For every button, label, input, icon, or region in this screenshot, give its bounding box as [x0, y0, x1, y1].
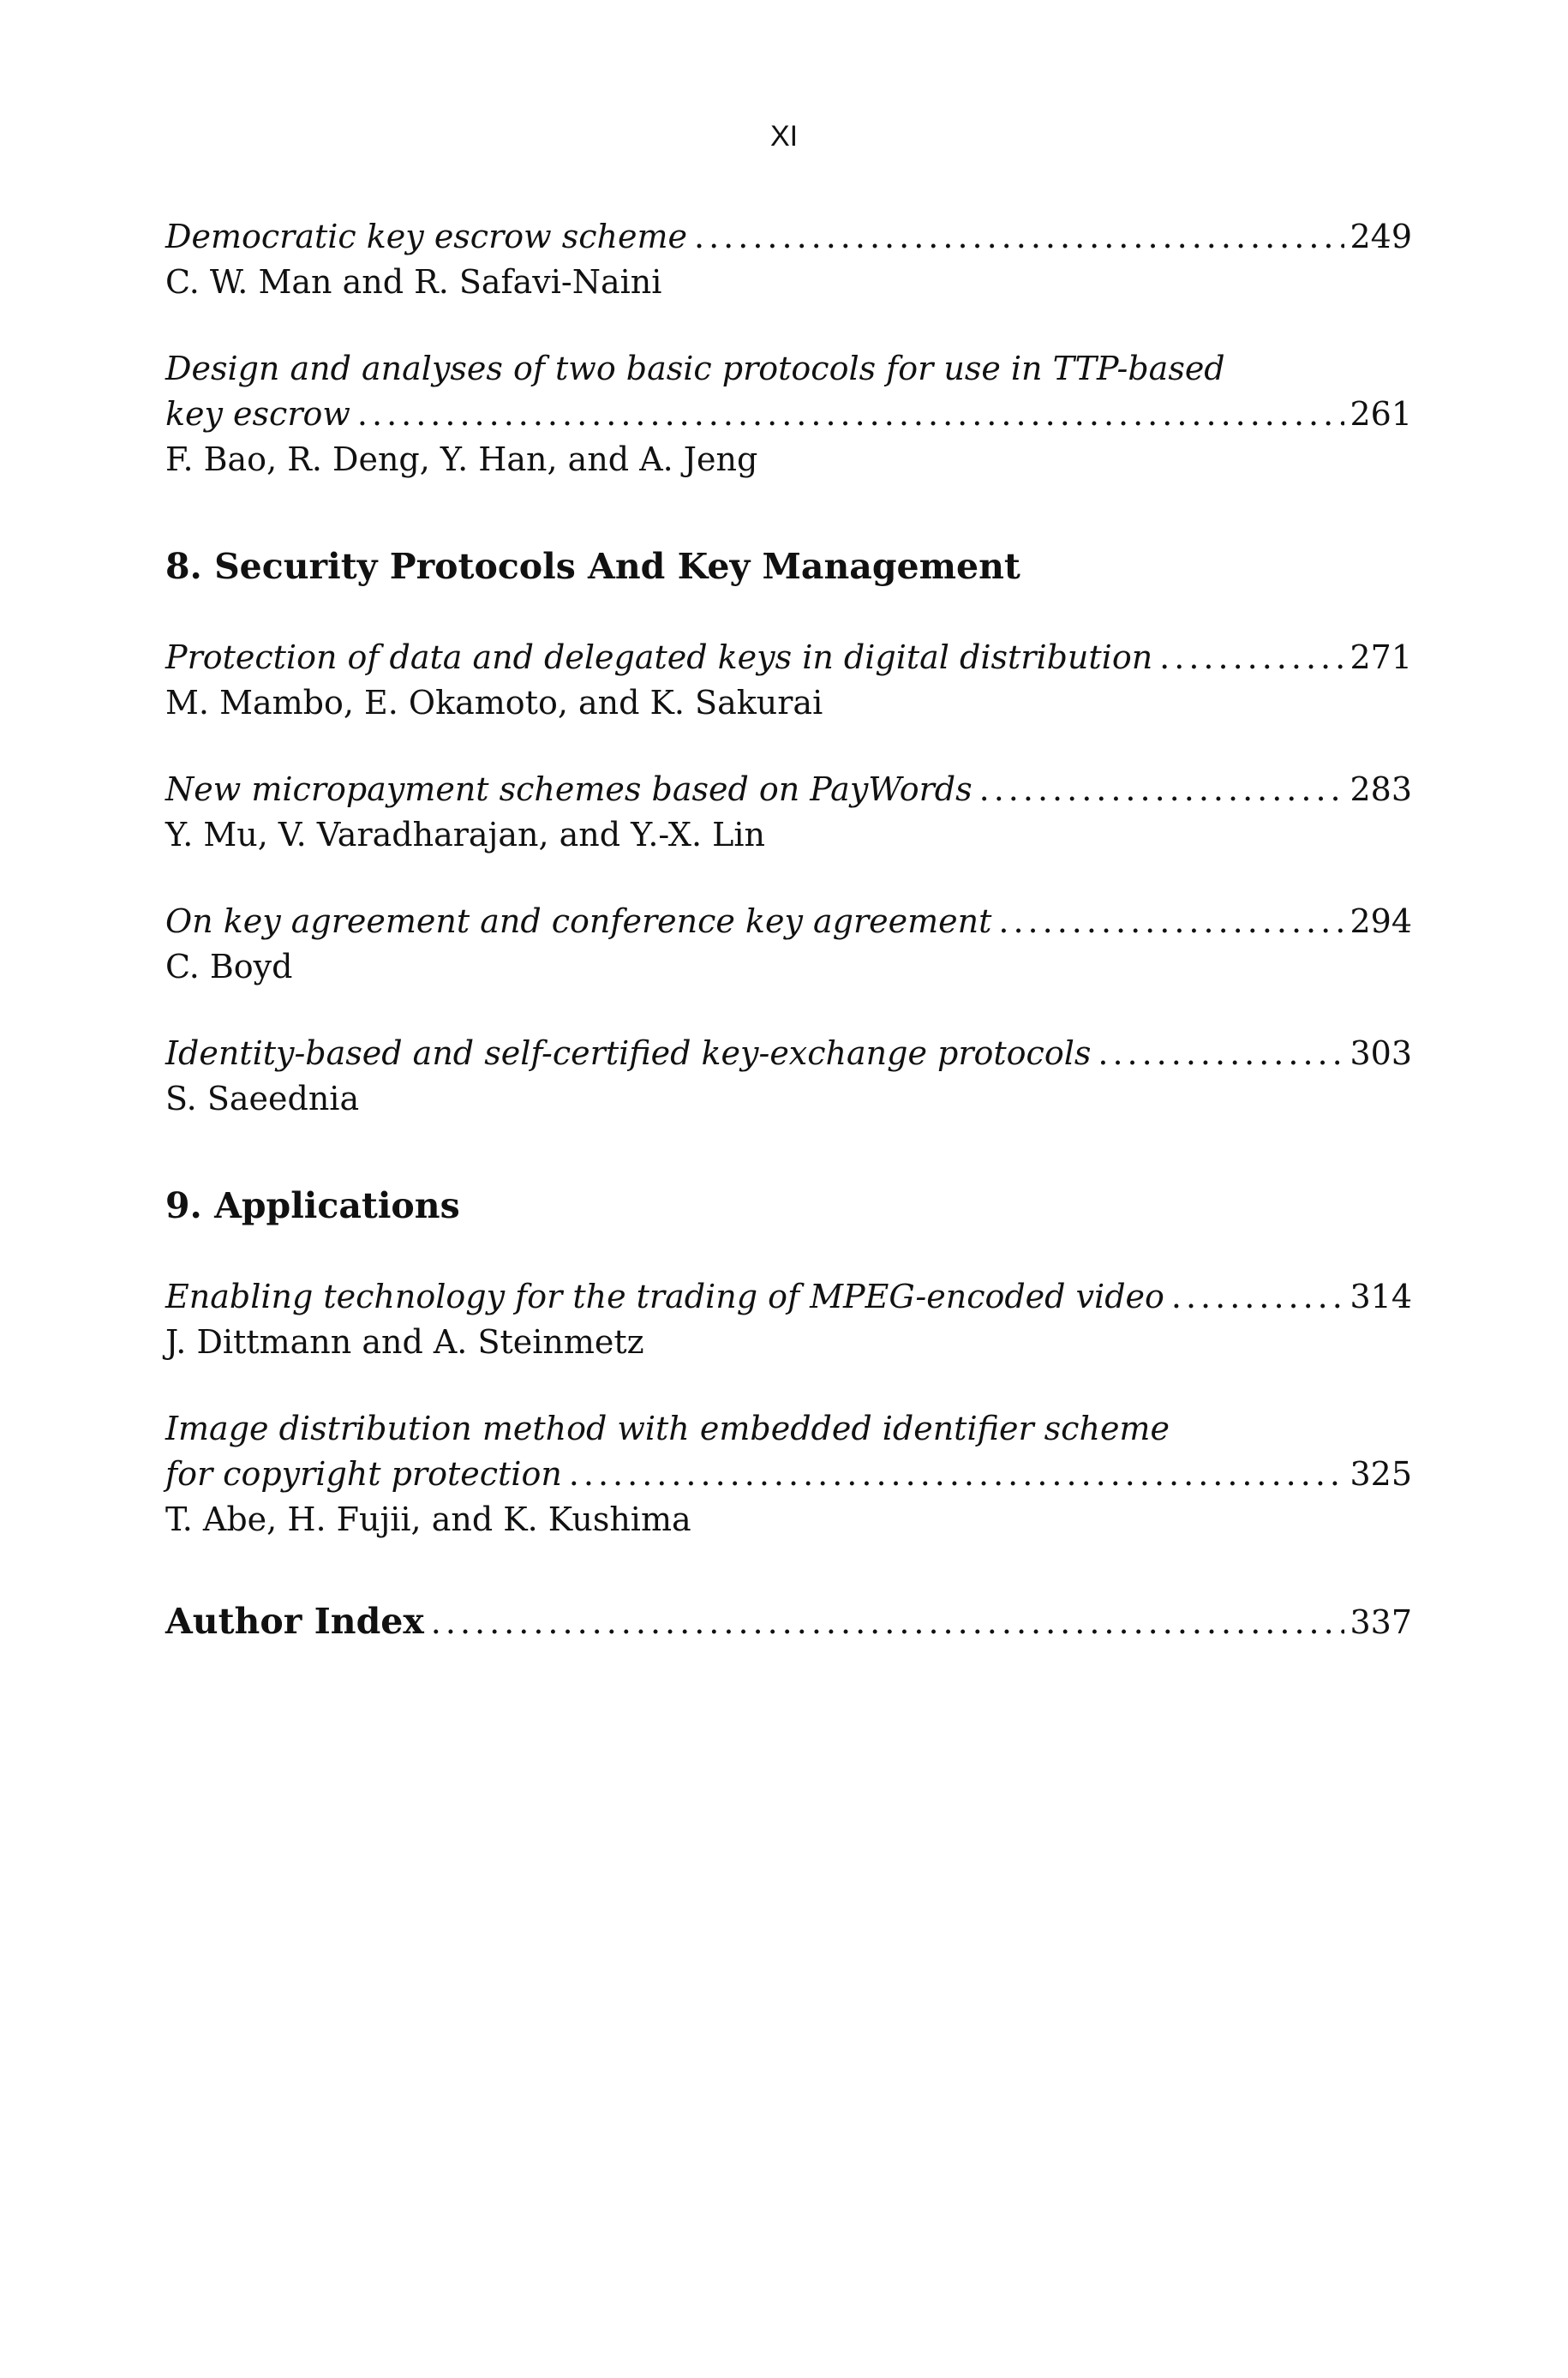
toc-entry — [165, 1406, 1412, 1542]
toc-entry — [165, 1031, 1412, 1122]
entry-title-continued: for copyright protection — [165, 1455, 562, 1493]
toc-entry — [165, 1274, 1412, 1365]
toc-entry — [165, 214, 1412, 305]
entry-page-number: 294 — [1350, 902, 1412, 940]
entry-page-number: 271 — [1350, 638, 1412, 676]
author-index-page-number: 337 — [1350, 1603, 1412, 1641]
entry-title-continued: key escrow — [165, 395, 350, 433]
dot-leader — [1091, 1031, 1344, 1076]
entry-title: New micropayment schemes based on PayWords — [165, 770, 973, 808]
toc-entry — [165, 346, 1412, 482]
entry-title-line — [165, 392, 1412, 437]
table-of-contents — [165, 214, 1412, 1646]
entry-page-number: 261 — [1350, 395, 1412, 433]
entry-authors: Y. Mu, V. Varadharajan, and Y.-X. Lin — [165, 816, 765, 854]
entry-title: Enabling technology for the trading of MPEG-encoded video — [165, 1278, 1164, 1315]
entry-title-line — [165, 214, 1412, 260]
dot-leader — [991, 899, 1344, 944]
entry-title: Democratic key escrow scheme — [165, 218, 688, 255]
dot-leader — [973, 767, 1345, 812]
section-heading: 9. Applications — [165, 1185, 460, 1226]
entry-page-number: 314 — [1350, 1278, 1412, 1315]
toc-entry — [165, 899, 1412, 990]
entry-title: Protection of data and delegated keys in digital distribution — [165, 638, 1153, 676]
entry-authors: S. Saeednia — [165, 1080, 360, 1117]
entry-authors: J. Dittmann and A. Steinmetz — [165, 1323, 644, 1361]
author-index-line — [165, 1597, 1412, 1646]
entry-title-line — [165, 1452, 1412, 1497]
toc-entry — [165, 767, 1412, 858]
dot-leader — [424, 1598, 1345, 1646]
entry-authors: C. W. Man and R. Safavi-Naini — [165, 263, 662, 301]
entry-page-number: 325 — [1350, 1455, 1412, 1493]
dot-leader — [1164, 1274, 1345, 1320]
section-heading: 8. Security Protocols And Key Management — [165, 546, 1020, 587]
page-number: XI — [769, 120, 799, 153]
entry-title: On key agreement and conference key agreement — [165, 902, 992, 940]
toc-entry — [165, 635, 1412, 726]
entry-authors: F. Bao, R. Deng, Y. Han, and A. Jeng — [165, 440, 758, 478]
author-index-label: Author Index — [165, 1601, 424, 1642]
entry-page-number: 283 — [1350, 770, 1412, 808]
dot-leader — [350, 392, 1345, 437]
entry-title-line — [165, 1031, 1412, 1076]
entry-page-number: 249 — [1350, 218, 1412, 255]
entry-authors: M. Mambo, E. Okamoto, and K. Sakurai — [165, 684, 823, 722]
entry-title-line — [165, 1274, 1412, 1320]
entry-page-number: 303 — [1350, 1034, 1412, 1072]
entry-title-line — [165, 767, 1412, 812]
entry-authors: T. Abe, H. Fujii, and K. Kushima — [165, 1500, 691, 1538]
dot-leader — [687, 214, 1344, 260]
entry-title: Identity-based and self-certified key-exchange protocols — [165, 1034, 1092, 1072]
entry-title-line — [165, 635, 1412, 680]
entry-authors: C. Boyd — [165, 948, 293, 985]
dot-leader — [562, 1452, 1345, 1497]
entry-title-line — [165, 899, 1412, 944]
entry-title: Design and analyses of two basic protocols for use in TTP-based — [165, 350, 1225, 387]
dot-leader — [1152, 635, 1344, 680]
entry-title: Image distribution method with embedded identifier scheme — [165, 1410, 1170, 1447]
